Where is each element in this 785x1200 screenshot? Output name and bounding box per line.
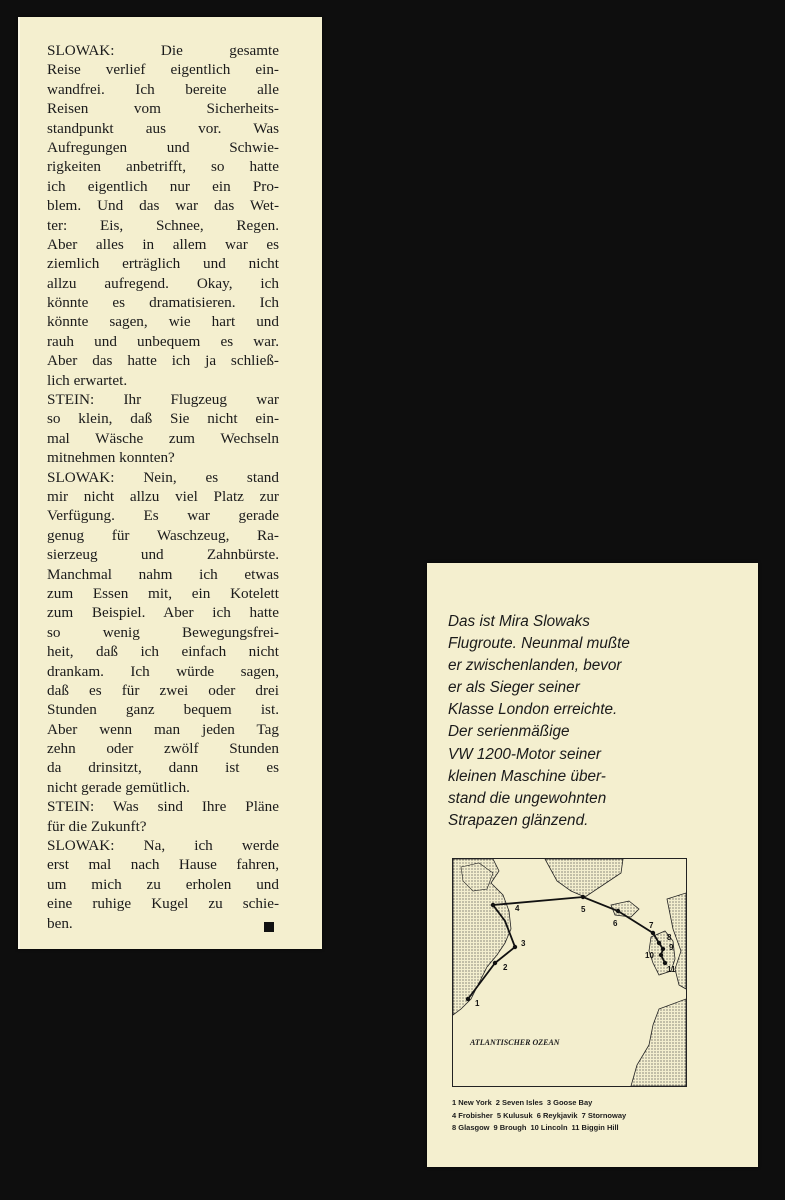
legend-item: 11 Biggin Hill (571, 1123, 619, 1132)
article-line: eine ruhige Kugel zu schie- (47, 895, 279, 913)
legend-item: 9 Brough (493, 1123, 527, 1132)
article-line: rigkeiten anbetrifft, so hatte (47, 158, 279, 176)
article-line: nicht gerade gemütlich. (47, 778, 190, 796)
article-line: ter: Eis, Schnee, Regen. (47, 216, 279, 234)
article-line: mitnehmen konnten? (47, 449, 175, 467)
caption-line: stand die ungewohnten (448, 789, 607, 807)
article-line: rauh und unbequem es war. (47, 332, 279, 350)
article-line: zum Beispiel. Aber ich hatte (47, 604, 279, 622)
article-line: SLOWAK: Die gesamte (47, 42, 279, 59)
legend-row (452, 1097, 742, 1110)
legend-item: 7 Stornoway (581, 1110, 627, 1120)
legend-row (452, 1122, 742, 1135)
map-clipping (427, 563, 758, 1167)
article-line: könnte es dramatisieren. Ich (47, 294, 279, 312)
article-line: lich erwartet. (47, 371, 128, 389)
caption-line: Klasse London erreichte. (448, 701, 618, 719)
article-line: Manchmal nahm ich etwas (47, 565, 279, 583)
article-line: mir nicht allzu viel Platz zur (47, 487, 279, 505)
article-line: standpunkt aus vor. Was (47, 119, 279, 137)
article-line: so klein, daß Sie nicht ein- (47, 410, 279, 428)
article-line: ich eigentlich nur ein Pro- (47, 177, 279, 195)
article-line: heit, daß ich einfach nicht (47, 643, 279, 661)
article-line: STEIN: Was sind Ihre Pläne (47, 798, 279, 816)
legend-item: 10 Lincoln (530, 1123, 568, 1132)
article-line: erst mal nach Hause fahren, (47, 856, 279, 874)
caption-line: er zwischenlanden, bevor (448, 657, 622, 675)
article-line: zehn oder zwölf Stunden (47, 740, 279, 758)
article-line: Aufregungen und Schwie- (47, 138, 279, 156)
article-line: Aber alles in allem war es (47, 235, 279, 253)
article-line: Reisen vom Sicherheits- (47, 100, 279, 118)
article-line: Verfügung. Es war gerade (47, 507, 279, 525)
article-line: für die Zukunft? (47, 817, 147, 835)
stop-number-8: 8 (667, 933, 672, 942)
article-line: da drinsitzt, dann ist es (47, 759, 279, 777)
map-legend (452, 1097, 742, 1135)
stop-number-1: 1 (475, 999, 480, 1008)
ocean-label: ATLANTISCHER OZEAN (470, 1038, 560, 1047)
caption-line: Der serienmäßige (448, 723, 570, 741)
article-line: daß es für zwei oder drei (47, 681, 279, 699)
north-america-land (453, 859, 511, 1015)
article-line: SLOWAK: Na, ich werde (47, 837, 279, 855)
article-line: mal Wäsche zum Wechseln (47, 429, 279, 447)
article-line: so wenig Bewegungsfrei- (47, 623, 279, 641)
legend-item: 6 Reykjavik (536, 1110, 578, 1120)
article-line: sierzeug und Zahnbürste. (47, 546, 279, 564)
caption-line: kleinen Maschine über- (448, 767, 606, 785)
article-line: wandfrei. Ich bereite alle (47, 80, 279, 98)
article-line: allzu aufregend. Okay, ich (47, 274, 279, 292)
route-map-graphic (453, 859, 686, 1086)
stop-number-2: 2 (503, 963, 508, 972)
flight-route-map (452, 858, 687, 1087)
stop-number-3: 3 (521, 939, 526, 948)
caption-line: er als Sieger seiner (448, 679, 580, 697)
article-line: Aber wenn man jeden Tag (47, 720, 279, 738)
legend-item: 2 Seven Isles (495, 1098, 543, 1107)
article-line: ziemlich erträglich und nicht (47, 255, 279, 273)
article-clipping (18, 17, 322, 949)
stop-number-11: 11 (667, 965, 676, 974)
stop-number-4: 4 (515, 904, 520, 913)
article-line: blem. Und das war das Wet- (47, 197, 279, 215)
caption-line: Flugroute. Neunmal mußte (448, 635, 630, 653)
article-line: Reise verlief eigentlich ein- (47, 61, 279, 79)
article-line: Aber das hatte ich ja schließ- (47, 352, 279, 370)
article-line: könnte sagen, wie hart und (47, 313, 279, 331)
article-line: SLOWAK: Nein, es stand (47, 468, 279, 486)
end-of-article-mark (264, 922, 274, 932)
caption-line: Das ist Mira Slowaks (448, 613, 590, 630)
article-line: genug für Waschzeug, Ra- (47, 526, 279, 544)
map-caption (448, 611, 738, 832)
article-line: Stunden ganz bequem ist. (47, 701, 279, 719)
legend-row (452, 1110, 742, 1123)
stop-number-10: 10 (645, 951, 654, 960)
stop-number-6: 6 (613, 919, 618, 928)
legend-item: 8 Glasgow (452, 1123, 490, 1132)
legend-item: 3 Goose Bay (546, 1098, 593, 1107)
stop-number-9: 9 (669, 943, 674, 952)
article-line: STEIN: Ihr Flugzeug war (47, 391, 279, 409)
iberia-africa-land (631, 999, 686, 1086)
stop-number-5: 5 (581, 905, 586, 914)
caption-line: Strapazen glänzend. (448, 811, 589, 829)
article-line: ben. (47, 914, 73, 932)
legend-item: 4 Frobisher (452, 1110, 493, 1120)
article-line: um mich zu erholen und (47, 875, 279, 893)
article-line: drankam. Ich würde sagen, (47, 662, 279, 680)
caption-line: VW 1200-Motor seiner (448, 745, 602, 763)
article-line: zum Essen mit, ein Kotelett (47, 584, 279, 602)
greenland-land (545, 859, 623, 897)
stop-number-7: 7 (649, 921, 654, 930)
legend-item: 5 Kulusuk (496, 1110, 533, 1120)
interview-text (47, 41, 279, 933)
legend-item: 1 New York (452, 1098, 492, 1107)
